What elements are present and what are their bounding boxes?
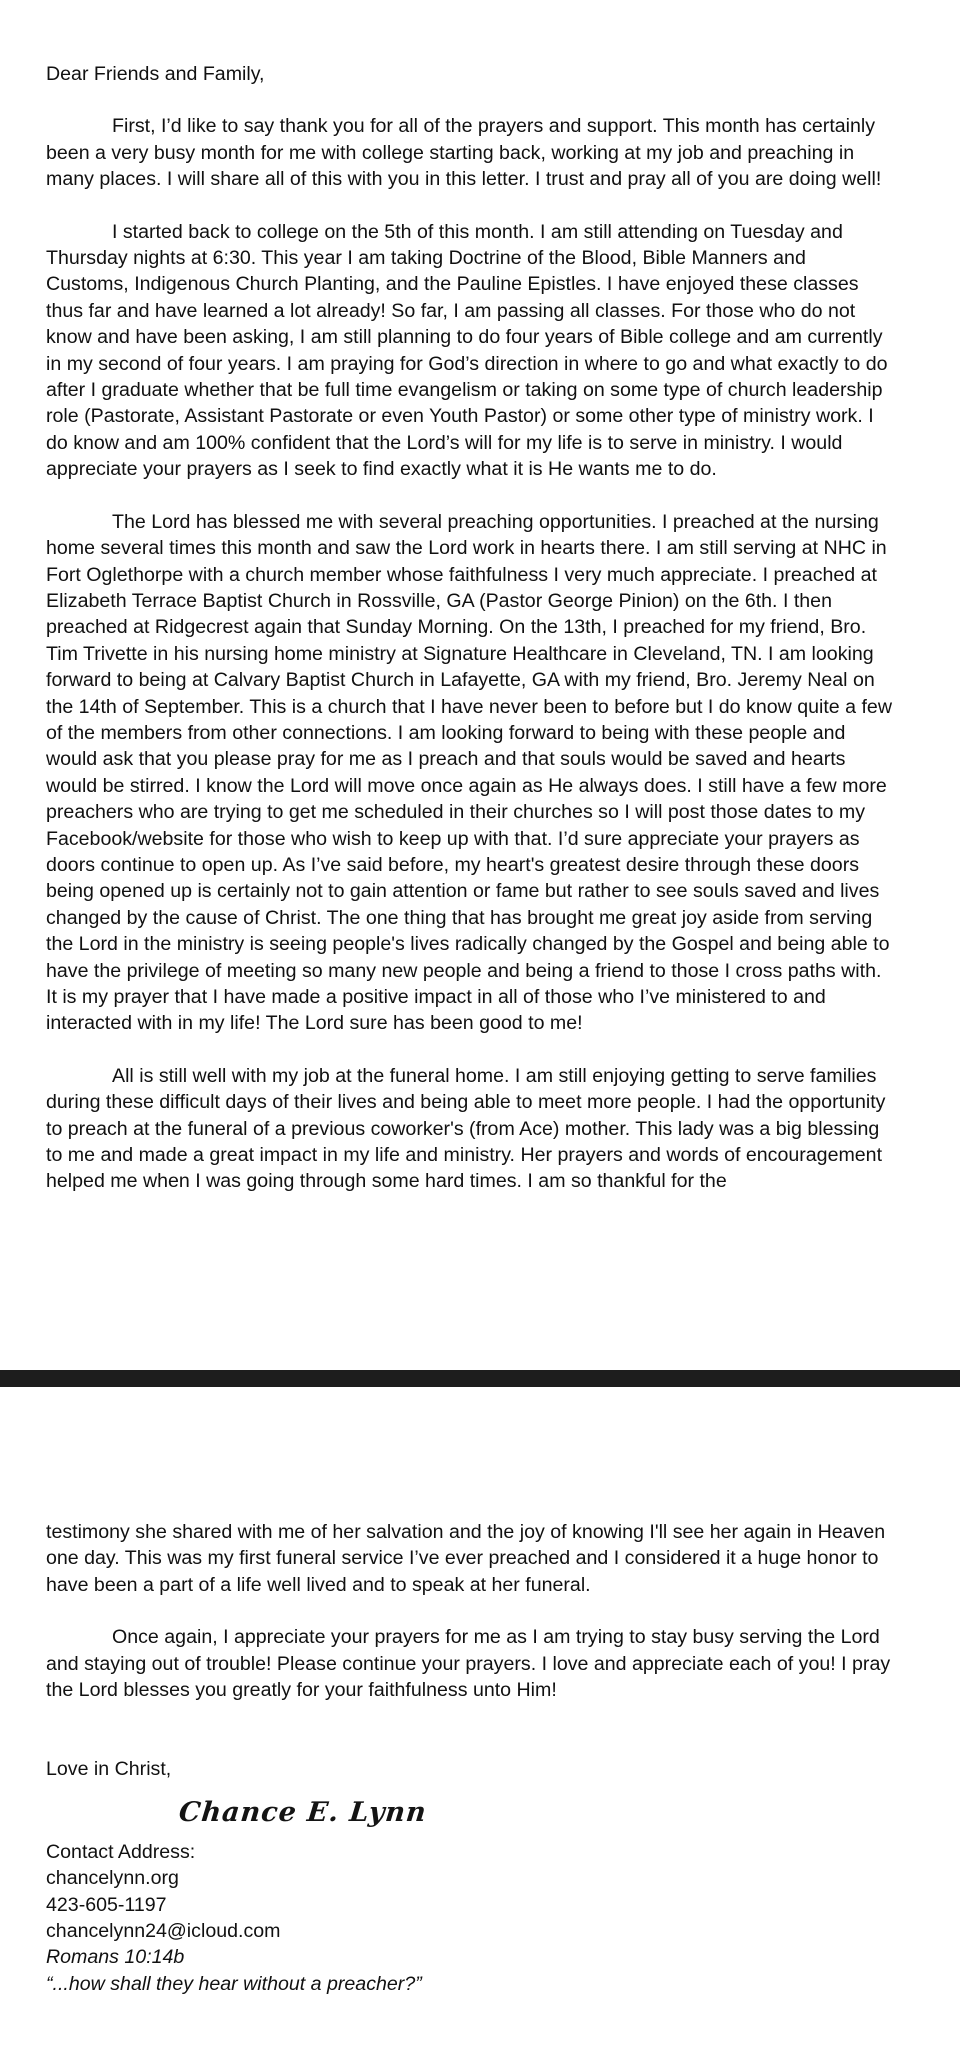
page-divider [0,1370,960,1387]
contact-block [46,1839,892,1997]
letter-page-2 [0,1387,960,2057]
paragraph-thanks: First, I’d like to say thank you for all of the prayers and support. This month has certainly been a very busy month for me with college starting back, working at my job and preaching in many places. I will share all of this with you in this letter. I trust and pray all of you are doing well! [46,115,882,191]
contact-email: chancelynn24@icloud.com [46,1920,281,1943]
letter-greeting: Dear Friends and Family, [46,63,265,85]
verse-quote: “...how shall they hear without a preacher?” [46,1972,422,1995]
contact-website: chancelynn.org [46,1867,179,1890]
verse-reference: Romans 10:14b [46,1946,185,1969]
paragraph-continuation: testimony she shared with me of her salvation and the joy of knowing I'll see her again in Heaven one day. This was my first funeral service I’ve ever preached and I considered it a huge honor to have been a part of a life well lived and to speak at her funeral. [46,1521,886,1596]
contact-heading: Contact Address: [46,1840,196,1863]
letter-closing: Love in Christ, [46,1758,172,1781]
handwritten-signature: Chance E. Lynn [177,1796,429,1828]
paragraph-funeral-home: All is still well with my job at the funeral home. I am still enjoying getting to serve families during these difficult days of their lives and being able to meet more people. I had the opportunity to preach at the funeral of a previous coworker's (from Ace) mother. This lady was a big blessing to me and made a great impact in my life and ministry. Her prayers and words of encouragement helped me when I was going through some hard times. I am so thankful for the [46,1064,886,1193]
paragraph-closing-thanks: Once again, I appreciate your prayers for me as I am trying to stay busy serving the Lord and staying out of trouble! Please continue your prayers. I love and appreciate each of you! I pray the Lord blesses you greatly for your faithfulness unto Him! [46,1626,891,1702]
paragraph-preaching: The Lord has blessed me with several preaching opportunities. I preached at the nursing home several times this month and saw the Lord work in hearts there. I am still serving at NHC in Fort Oglethorpe with a church member whose faithfulness I very much appreciate. I preached at Elizabeth Terrace Baptist Church in Rossville, GA (Pastor George Pinion) on the 6th. I then preached at Ridgecrest again that Sunday Morning. On the 13th, I preached for my friend, Bro. Tim Trivette in his nursing home ministry at Signature Healthcare in Cleveland, TN. I am looking forward to being at Calvary Baptist Church in Lafayette, GA with my friend, Bro. Jeremy Neal on the 14th of September. This is a church that I have never been to before but I do know quite a few of the members from other connections. I am looking forward to being with these people and would ask that you please pray for me as I preach and that souls would be saved and hearts would be stirred. I know the Lord will move once again as He always does. I still have a few more preachers who are trying to get me scheduled in their churches so I will post those dates to my Facebook/website for those who wish to keep up with that. I’d sure appreciate your prayers as doors continue to open up. As I’ve said before, my heart's greatest desire through these doors being opened up is certainly not to gain attention or fame but rather to see souls saved and lives changed by the cause of Christ. The one thing that has brought me great joy aside from serving the Lord in the ministry is seeing people's lives radically changed by the Gospel and being able to have the privilege of meeting so many new people and being a friend to those I cross paths with. It is my prayer that I have made a positive impact in all of those who I’ve ministered to and interacted with in my life! The Lord sure has been good to me! [46,510,892,1035]
contact-phone: 423-605-1197 [46,1893,167,1916]
paragraph-college: I started back to college on the 5th of this month. I am still attending on Tuesday and Thursday nights at 6:30. This year I am taking Doctrine of the Blood, Bible Manners and Customs, Indigenous Church Planting, and the Pauline Epistles. I have enjoyed these classes thus far and have learned a lot already! So far, I am passing all classes. For those who do not know and have been asking, I am still planning to do four years of Bible college and am currently in my second of four years. I am praying for God’s direction in where to go and what exactly to do after I graduate whether that be full time evangelism or taking on some type of church leadership role (Pastorate, Assistant Pastorate or even Youth Pastor) or some other type of ministry work. I do know and am 100% confident that the Lord’s will for my life is to serve in ministry. I would appreciate your prayers as I seek to find exactly what it is He wants me to do. [46,220,888,481]
